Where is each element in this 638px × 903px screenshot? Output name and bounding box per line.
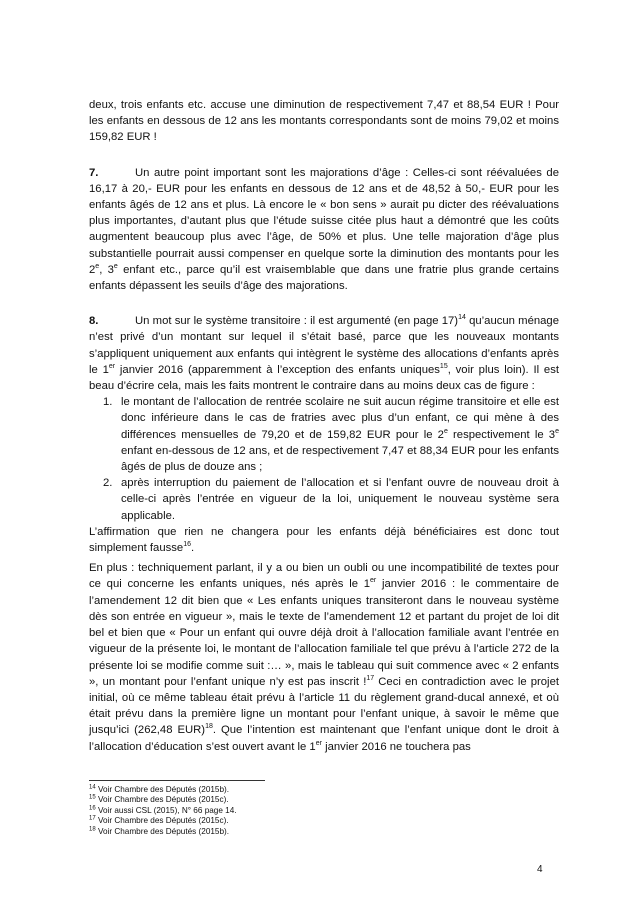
numbered-list [89, 394, 559, 524]
footnote-ref[interactable]: 15 [439, 363, 448, 371]
footnotes [89, 785, 489, 837]
footnote-ref[interactable]: 17 [366, 674, 375, 682]
footnote: $^{16}$ Voir aussi CSL (2015), N° 66 page 14. [89, 805, 237, 815]
footnote-ref[interactable]: 14 [458, 314, 466, 322]
list-item: 2. après interruption du paiement de l’allocation et si l’enfant ouvre de nouveau droit à celle-ci après l’entrée en vigueur de la loi, uniquement le nouveau système sera applicable. [103, 477, 559, 522]
list-item: 1. le montant de l’allocation de rentrée scolaire ne suit aucun régime transitoire et elle est donc inférieure dans le cas de fratries avec plus d’un enfant, ce qui mène à des différences mensuelles de 79,20 et de 159,82 EUR pour le 2e respectivement le 3e enfant en-dessous de 12 ans, et de respectivement 7,47 et 88,34 EUR pour les enfants âgés de plus de douze ans ; [103, 396, 559, 474]
footnote: $^{14}$ Voir Chambre des Députés (2015b). [89, 784, 230, 794]
document-body [89, 97, 559, 755]
paragraph-number: 8. [89, 315, 99, 328]
paragraph-en-plus: En plus : techniquement parlant, il y a ou bien un oubli ou une incompatibilité de textes pour ce qui concerne les enfants uniques, nés après le 1er janvier 2016 : le commentaire de l’amendement 12 dit bien que « Les enfants uniques transiteront dans le nouveau système dès son entrée en vigueur », mais le texte de l’amendement 12 et partant du projet de loi dit bel et bien que « Pour un enfant qui ouvre déjà droit à l’allocation familiale avant l’entrée en vigueur de la présente loi, le montant de l’allocation familiale tel que prévu à l’article 272 de la présente loi se modifie comme suit :… », mais le tableau qui suit commence avec « 2 enfants », un montant pour l’enfant unique n’y est pas inscrit !$^{17}$ Ceci en contradiction avec le projet initial, où ce même tableau était prévu à l’article 11 du règlement grand-ducal annexé, et où était prévu dans la première ligne un montant pour l’enfant unique, à savoir le même que jusqu’ici (262,48 EUR)$^{18}$. Que l’intention est maintenant que l’enfant unique dont le droit à l’allocation d’éducation s’est ouvert avant le 1er janvier 2016 ne touchera pas [89, 562, 559, 753]
footnote: $^{18}$ Voir Chambre des Députés (2015b). [89, 825, 230, 836]
paragraph-7: 7. Un autre point important sont les majorations d’âge : Celles-ci sont réévaluées de 16,17 à 20,- EUR pour les enfants en dessous de 12 ans et de 48,52 à 50,- EUR pour les enfants âgés de 12 ans et plus. Là encore le « bon sens » aurait pu dicter des réévaluations plus importantes, d’autant plus que l’étude suisse citée plus haut a démontré que les coûts augmentent beaucoup plus avec l’âge, de 50% et plus. Une telle majoration d’âge plus substantielle pourrait aussi compenser en quelque sorte la diminution des montants pour les 2e, 3e enfant etc., parce qu’il est vraisemblable que dans une fratrie plus grande certains enfants dépassent les seuils d’âge des majorations. [89, 166, 560, 293]
page-number: 4 [537, 864, 543, 875]
footnote-ref[interactable]: 18 [205, 723, 213, 731]
footnote: $^{17}$ Voir Chambre des Députés (2015c). [89, 815, 229, 826]
paragraph-number: 7. [89, 166, 99, 179]
footnote: $^{15}$ Voir Chambre des Députés (2015c). [89, 794, 229, 805]
paragraph-intro: deux, trois enfants etc. accuse une diminution de respectivement 7,47 et 88,54 EUR ! Pour les enfants en dessous de 12 ans les montants correspondants sont de moins 79,02 et moins 159,82 EUR ! [89, 99, 559, 144]
footnote-separator [89, 780, 265, 781]
footnote-ref[interactable]: 16 [183, 541, 191, 549]
paragraph-affirmation: L’affirmation que rien ne changera pour les enfants déjà bénéficiaires est donc tout simplement fausse$^{16}$. [89, 525, 559, 555]
paragraph-8: 8. Un mot sur le système transitoire : il est argumenté (en page 17)$^{14}$ qu’aucun ménage n’est privé d’un montant sur lequel il s’était basé, parce que les nouveaux montants s’appliquent uniquement aux enfants qui intègrent le système des allocations d’enfants après le 1er janvier 2016 (apparemment à l’exception des enfants uniques$^{15}$, voir plus loin). Il est beau d’écrire cela, mais les faits montrent le contraire dans au moins deux cas de figure : [89, 314, 559, 393]
